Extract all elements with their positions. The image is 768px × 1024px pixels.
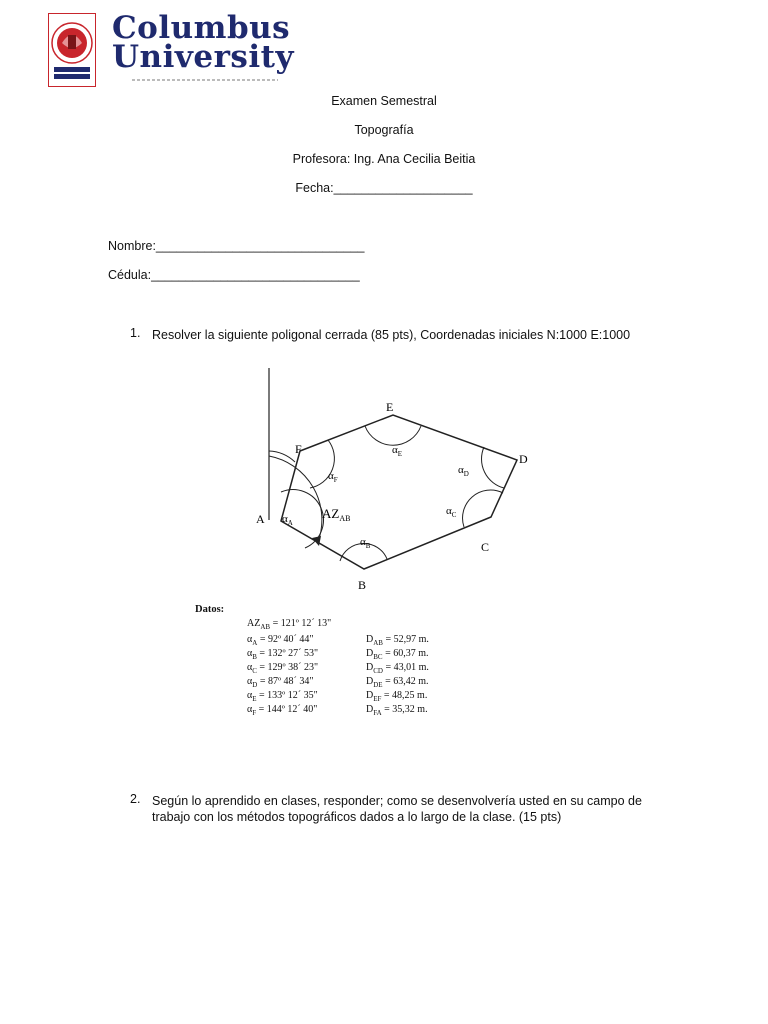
vertex-label-d: D [519, 452, 528, 466]
university-motto-graphic [130, 76, 280, 84]
angle-arc-c [463, 490, 503, 527]
angle-label-d: $\alpha_D$ [458, 464, 469, 478]
professor-line: Profesora: Ing. Ana Cecilia Beitia [292, 152, 476, 166]
polygon-diagram [240, 365, 560, 595]
angle-label-b: $\alpha_B$ [360, 536, 371, 550]
date-line: Fecha:____________________ [295, 181, 473, 195]
distance-row-ab: $D_{AB} = 52,97$ m. [366, 634, 429, 647]
angle-row-d: $\alpha_D$ = 87º 48´ 34" [247, 676, 314, 689]
question-2-number: 2. [130, 792, 141, 806]
university-name [112, 10, 294, 75]
distance-row-cd: $D_{CD} = 43,01$ m. [366, 662, 429, 675]
angle-row-c: $\alpha_C$ = 129º 38´ 23" [247, 662, 319, 675]
distance-row-bc: $D_{BC} = 60,37$ m. [366, 648, 429, 661]
azimuth-arrow-head [312, 536, 321, 546]
question-2-line2: trabajo con los métodos topográficos dados a lo largo de la clase. (15 pts) [152, 810, 562, 824]
vertex-label-b: B [358, 578, 367, 592]
angle-arc-e [365, 426, 421, 445]
id-field[interactable]: Cédula:______________________________ [108, 268, 360, 282]
azimuth-label: $AZ_{AB}$ [322, 506, 351, 523]
university-name-line2: University [112, 39, 294, 75]
distance-row-ef: $D_{EF} = 48,25$ m. [366, 690, 428, 703]
angle-label-f: $\alpha_F$ [328, 470, 338, 484]
exam-title: Examen Semestral [331, 94, 437, 108]
question-1-number: 1. [130, 326, 141, 340]
question-2-line1: Según lo aprendido en clases, responder; como se desenvolvería usted en su campo de [152, 794, 642, 808]
azimuth-value: $AZ_{AB}$ = 121º 12´ 13" [247, 618, 332, 631]
angle-label-e: $\alpha_E$ [392, 444, 403, 458]
question-1-text: Resolver la siguiente poligonal cerrada (85 pts), Coordenadas iniciales N:1000 E:1000 [152, 328, 631, 342]
angle-row-a: $\alpha_A$ = 92º 40´ 44" [247, 634, 314, 647]
angle-arc-d [482, 447, 504, 488]
vertex-label-f: F [295, 442, 302, 456]
distance-row-de: $D_{DE} = 63,42$ m. [366, 676, 429, 689]
data-title: Datos: [195, 604, 225, 615]
university-name-line1: Columbus [112, 10, 291, 46]
angle-label-c: $\alpha_C$ [446, 505, 457, 519]
course-name: Topografía [354, 123, 414, 137]
vertex-label-e: E [386, 400, 394, 414]
university-seal-logo [48, 13, 96, 87]
angle-row-f: $\alpha_F$ = 144º 12´ 40" [247, 704, 318, 717]
angle-row-e: $\alpha_E$ = 133º 12´ 35" [247, 690, 318, 703]
angle-row-b: $\alpha_B$ = 132º 27´ 53" [247, 648, 319, 661]
distance-row-fa: $D_{FA} = 35,32$ m. [366, 704, 428, 717]
vertex-label-c: C [481, 540, 490, 554]
vertex-label-a: A [256, 512, 265, 526]
angle-label-a: $\alpha_A$ [282, 513, 293, 527]
name-field[interactable]: Nombre:______________________________ [108, 239, 365, 253]
